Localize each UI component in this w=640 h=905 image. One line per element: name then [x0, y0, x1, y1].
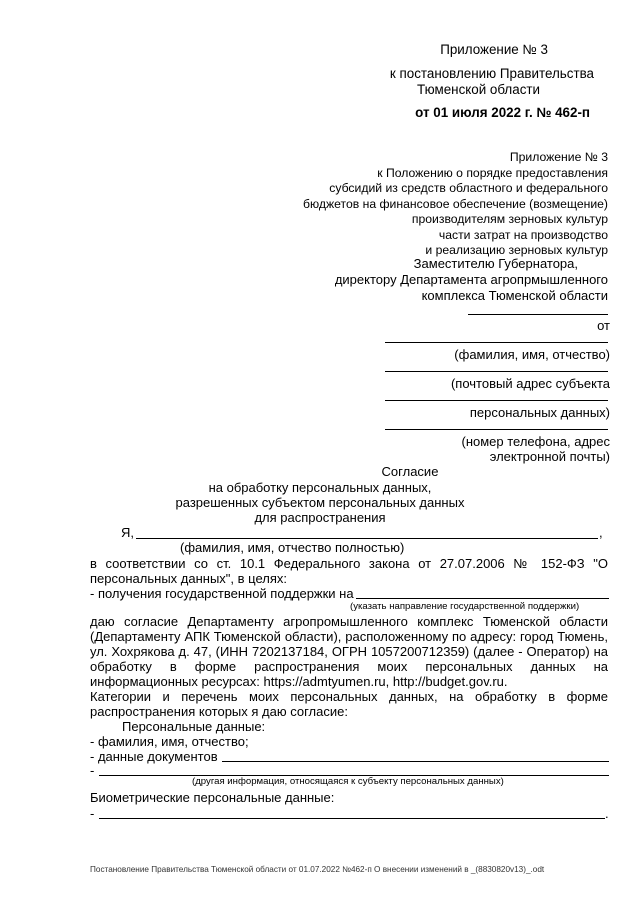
- documents-line[interactable]: [222, 761, 609, 762]
- categories-line-1: Категории и перечень моих персональных данных, на обработку в форме: [90, 689, 608, 704]
- sender-contact-hint-2: электронной почты): [489, 449, 610, 464]
- i-comma: ,: [599, 525, 603, 540]
- title-line-3: разрешенных субъектом персональных данных: [175, 495, 465, 510]
- title-consent: Согласие: [381, 464, 439, 479]
- law-line-1: в соответствии со ст. 10.1 Федерального закона от 27.07.2006 № 152-ФЗ "О: [90, 556, 608, 571]
- biometric-period: .: [605, 806, 609, 821]
- title-line-4: для распространения: [254, 510, 386, 525]
- sender-blank-line[interactable]: [468, 314, 608, 315]
- sender-fio-hint: (фамилия, имя, отчество): [454, 347, 610, 362]
- consent-line-5: информационных ресурсах: https://admtyumen.ru, http://budget.gov.ru.: [90, 674, 508, 689]
- sender-address-line[interactable]: [385, 371, 608, 372]
- regulation-appendix-line-2: к Положению о порядке предоставления: [377, 165, 608, 180]
- i-label: Я,: [121, 525, 134, 540]
- regulation-appendix-line-4: бюджетов на финансовое обеспечение (возмещение): [303, 196, 608, 211]
- fio-item: - фамилия, имя, отчество;: [90, 734, 249, 749]
- header-date-number: от 01 июля 2022 г. № 462-п: [415, 105, 590, 120]
- purpose-line[interactable]: [356, 598, 609, 599]
- consent-line-2: (Департаменту АПК Тюменской области), расположенному по адресу: город Тюмень,: [90, 629, 608, 644]
- other-dash: -: [90, 763, 95, 778]
- fio-full-line[interactable]: [136, 538, 598, 539]
- regulation-appendix-line-3: субсидий из средств областного и федерального: [329, 181, 608, 195]
- biometric-line[interactable]: [99, 818, 605, 819]
- sender-contact-line[interactable]: [385, 429, 608, 430]
- regulation-appendix-line-1: Приложение № 3: [509, 150, 608, 164]
- other-info-hint: (другая информация, относящаяся к субъекту персональных данных): [192, 776, 504, 787]
- header-appendix: Приложение № 3: [440, 42, 548, 57]
- biometric-dash: -: [90, 806, 95, 821]
- sender-contact-hint-1: (номер телефона, адрес: [461, 434, 610, 449]
- header-resolution: к постановлению Правительства: [389, 66, 594, 81]
- header-region: Тюменской области: [417, 82, 540, 97]
- consent-line-1: даю согласие Департаменту агропромышленного комплекс Тюменской области: [90, 614, 608, 629]
- sender-from-label: от: [597, 318, 610, 333]
- purpose-label: - получения государственной поддержки на: [90, 586, 354, 601]
- categories-line-2: распространения которых я даю согласие:: [90, 704, 348, 719]
- sender-address-hint-2: персональных данных): [469, 405, 610, 420]
- sender-fio-line[interactable]: [385, 342, 608, 343]
- purpose-hint: (указать направление государственной поддержки): [350, 601, 580, 612]
- personal-data-label: Персональные данные:: [122, 719, 266, 734]
- biometric-label: Биометрические персональные данные:: [90, 790, 335, 805]
- law-line-2: персональных данных", в целях:: [90, 571, 287, 586]
- sender-address-hint-1: (почтовый адрес субъекта: [450, 376, 610, 391]
- regulation-appendix-line-5: производителям зерновых культур: [411, 212, 608, 226]
- addressee-line-3: комплекса Тюменской области: [421, 288, 608, 303]
- documents-item: - данные документов: [90, 749, 218, 764]
- title-line-2: на обработку персональных данных,: [208, 480, 432, 495]
- regulation-appendix-line-6: части затрат на производство: [438, 227, 608, 242]
- fio-full-hint: (фамилия, имя, отчество полностью): [180, 540, 405, 555]
- addressee-line-2: директору Департамента агропрмышленного: [334, 272, 608, 287]
- consent-line-4: обработку в форме распространения моих персональных данных на: [90, 659, 608, 674]
- document-footer: Постановление Правительства Тюменской области от 01.07.2022 №462-п О внесении изменений в _(8830820v13)_.odt: [90, 865, 545, 874]
- sender-address-line-2[interactable]: [385, 400, 608, 401]
- addressee-line-1: Заместителю Губернатора,: [413, 256, 578, 271]
- consent-line-3: ул. Хохрякова д. 47, (ИНН 7202137184, ОГРН 1057200712359) (далее - Оператор) на: [90, 644, 608, 659]
- regulation-appendix-line-7: и реализацию зерновых культур: [425, 243, 608, 257]
